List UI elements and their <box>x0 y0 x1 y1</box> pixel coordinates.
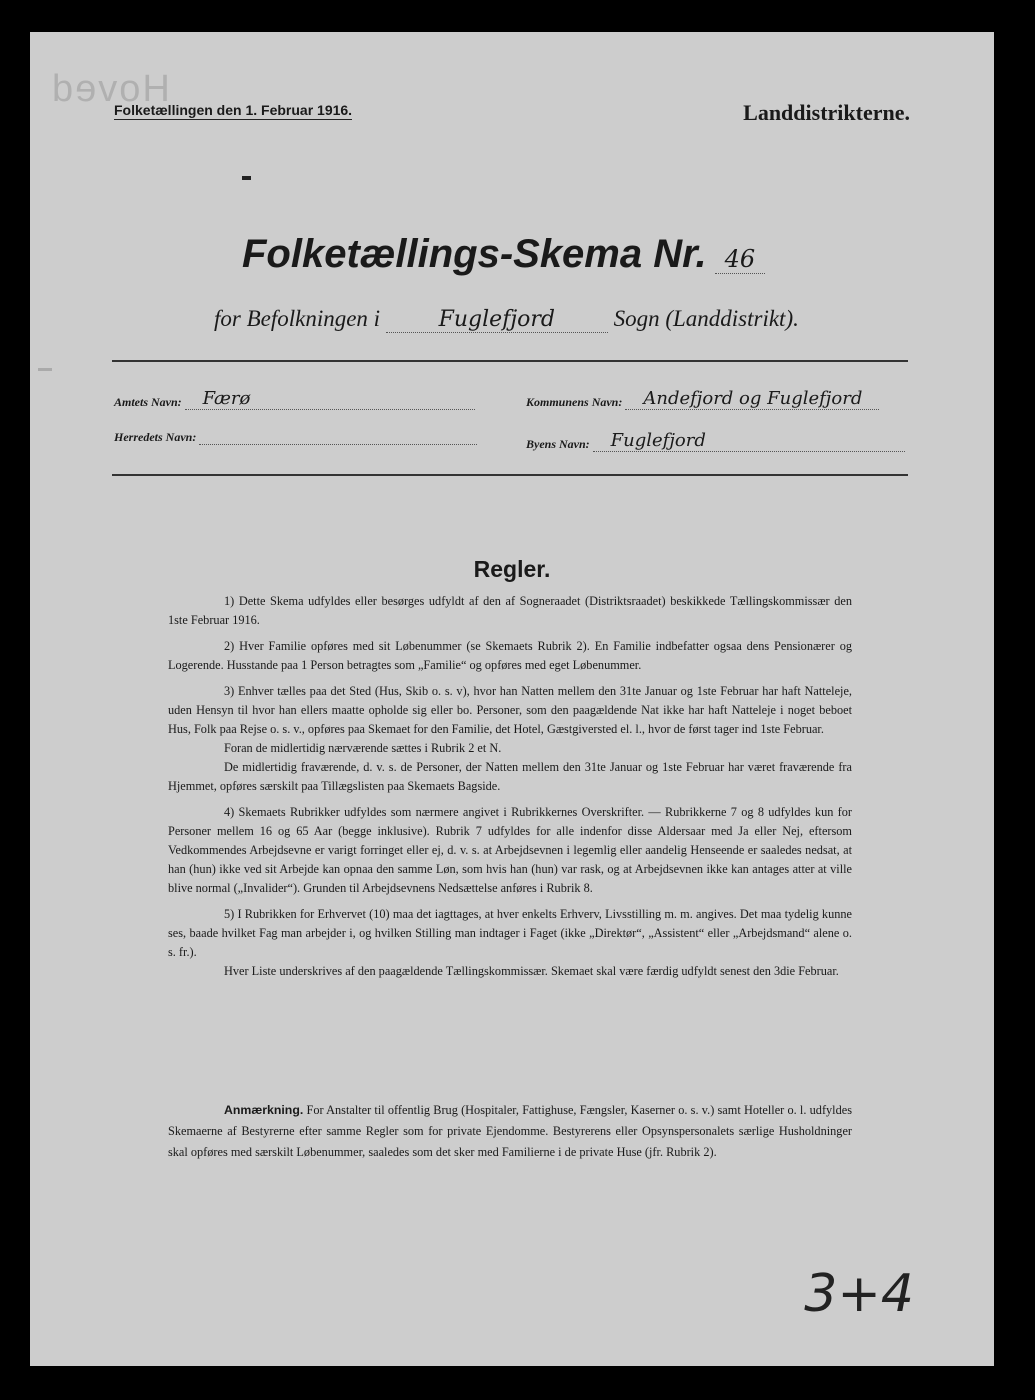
subtitle-prefix: for Befolkningen i <box>214 306 381 331</box>
rule-2: 2) Hver Familie opføres med sit Løbenummer (se Skemaets Rubrik 2). En Familie indbefatter ogsaa dens Pensionærer og Logerende. Husstande paa 1 Person betragtes som „Familie“ og opføres med eget Løbenummer. <box>168 639 852 672</box>
by-field <box>526 430 905 452</box>
form-number: 46 <box>715 245 766 274</box>
district-type-header: Landdistrikterne. <box>743 100 910 125</box>
amt-value: Færø <box>185 388 475 410</box>
ink-dash <box>242 176 251 180</box>
herred-value <box>199 444 477 445</box>
stamp-mark: Hoved <box>50 68 170 110</box>
census-date-header: Folketællingen den 1. Februar 1916. <box>114 102 353 118</box>
kommune-field <box>526 388 879 410</box>
form-subtitle <box>214 306 799 333</box>
divider-top <box>112 360 908 362</box>
rule-4: 4) Skemaets Rubrikker udfyldes som nærmere angivet i Rubrikkernes Overskrifter. — Rubrikkerne 7 og 8 udfyldes kun for Personer mellem 16 og 65 Aar (begge inklusive). Rubrik 7 udfyldes for alle indenfor disse Aldersaar med Ja eller Nej, eftersom Vedkommendes Arbejdsevne er varigt forringet eller ej, d. v. s. at Arbejdsevnen i legemlig eller aandelig Henseende er saaledes nedsat, at han (hun) ikke ved sit Arbejde kan opnaa den samme Løn, som hvis han (hun) var rask, og at Arbejdsevnen ikke kan antages atter at ville blive normal („Invalider“). Grunden til Arbejdsevnens Nedsættelse anføres i Rubrik 8. <box>168 805 852 895</box>
kommune-label: Kommunens Navn: <box>526 395 623 409</box>
rule-5: 5) I Rubrikken for Erhvervet (10) maa det iagttages, at hver enkelts Erhverv, Livsstilling m. m. angives. Det maa tydelig kunne ses, baade hvilket Fag man arbejder i, og hvilken Stilling man indtager i Faget (ikke „Direktør“, „Assistent“ eller „Arbejdsmand“ alene o. s. fr.). <box>168 907 852 959</box>
by-label: Byens Navn: <box>526 437 590 451</box>
remark-paragraph <box>168 1100 852 1163</box>
form-title <box>242 232 765 277</box>
subtitle-suffix: Sogn (Landdistrikt). <box>613 306 799 331</box>
rules-list <box>168 592 852 988</box>
rule-signature: Hver Liste underskrives af den paagældende Tællingskommissær. Skemaet skal være færdig udfyldt senest den 3die Februar. <box>224 964 839 978</box>
edge-mark <box>38 368 52 371</box>
herred-field <box>114 430 477 445</box>
herred-label: Herredets Navn: <box>114 430 197 444</box>
remark-text: For Anstalter til offentlig Brug (Hospitaler, Fattighuse, Fængsler, Kaserner o. s. v.) samt Hoteller o. l. udfyldes Skemaerne af Bestyrerne efter samme Regler som for private Ejendomme. Bestyrerens eller Opsynspersonalets særlige Husholdninger skal opføres med særskilt Løbenummer, saaledes som det sker med Familierne i de private Huse (jfr. Rubrik 2). <box>168 1103 852 1159</box>
amt-field <box>114 388 475 410</box>
by-value: Fuglefjord <box>593 430 905 452</box>
divider-bottom <box>112 474 908 476</box>
rule-3-note-present: Foran de midlertidig nærværende sættes i Rubrik 2 et N. <box>224 741 502 755</box>
amt-label: Amtets Navn: <box>114 395 182 409</box>
form-title-text: Folketællings-Skema Nr. <box>242 232 707 276</box>
remark-lead: Anmærkning. <box>224 1103 304 1117</box>
rule-3-note-absent: De midlertidig fraværende, d. v. s. de Personer, der Natten mellem den 31te Januar og 1ste Februar har været fraværende fra Hjemmet, opføres særskilt paa Tillægslisten paa Skemaets Bagside. <box>168 760 852 793</box>
rule-1: 1) Dette Skema udfyldes eller besørges udfyldt af den af Sogneraadet (Distriktsraadet) beskikkede Tællingskommissær den 1ste Februar 1916. <box>168 594 852 627</box>
handwritten-mark: 3+4 <box>804 1264 914 1324</box>
census-form-page <box>30 32 994 1366</box>
rule-3: 3) Enhver tælles paa det Sted (Hus, Skib o. s. v), hvor han Natten mellem den 31te Januar og 1ste Februar har haft Natteleje, uden Hensyn til hvor han ellers maatte opholde sig eller bo. Personer, som den paagældende Nat ikke har haft Natteleje i noget beboet Hus, Folk paa Rejse o. s. v., opføres paa Skemaet for den Familie, det Hotel, Gæstgiversted el. l., hvor de først tager ind 1ste Februar. <box>168 684 852 736</box>
kommune-value: Andefjord og Fuglefjord <box>625 388 879 410</box>
parish-name: Fuglefjord <box>386 307 608 333</box>
rules-heading: Regler. <box>473 556 551 582</box>
